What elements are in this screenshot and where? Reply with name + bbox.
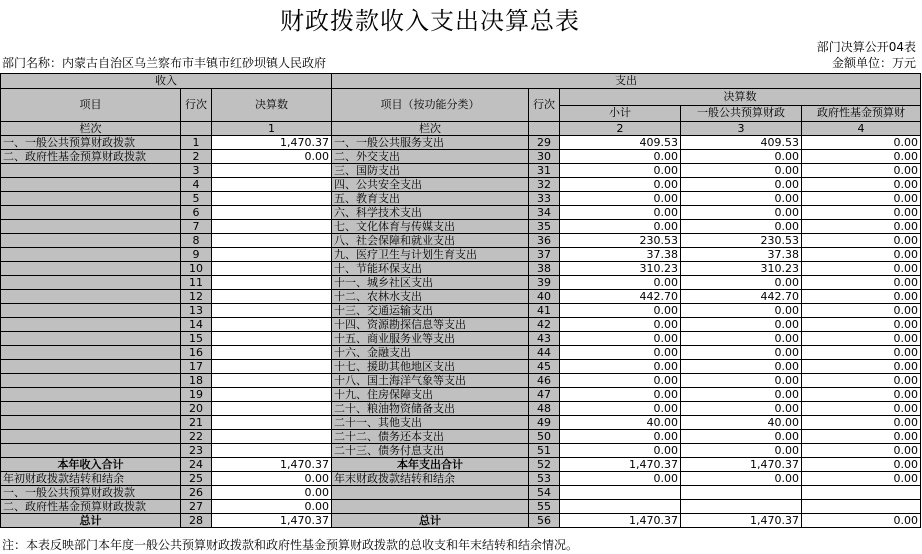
- table-row: [1, 360, 921, 374]
- expense-row-no: 32: [529, 178, 560, 192]
- summary-table: [0, 73, 921, 528]
- table-row: [1, 262, 921, 276]
- expense-gov-fund: 0.00: [802, 318, 921, 332]
- income-amount: [212, 206, 332, 220]
- income-item: [1, 220, 181, 234]
- expense-row-no: 37: [529, 248, 560, 262]
- expense-subtotal: 1,470.37: [560, 458, 681, 472]
- income-amount: [212, 444, 332, 458]
- income-row-no: 25: [181, 472, 212, 486]
- col-number-1: 1: [212, 122, 332, 136]
- col-label-income: 栏次: [1, 122, 181, 136]
- col-label-expense: 栏次: [332, 122, 529, 136]
- expense-general: 37.38: [681, 248, 802, 262]
- expense-general: 0.00: [681, 472, 802, 486]
- table-row: [1, 332, 921, 346]
- expense-subtotal: 0.00: [560, 164, 681, 178]
- expense-general: 0.00: [681, 276, 802, 290]
- table-row: [1, 388, 921, 402]
- income-amount: [212, 290, 332, 304]
- table-row: [1, 402, 921, 416]
- income-item: [1, 304, 181, 318]
- expense-item: 八、社会保障和就业支出: [332, 234, 529, 248]
- income-item: 二、政府性基金预算财政拨款: [1, 500, 181, 514]
- expense-subtotal: 0.00: [560, 220, 681, 234]
- income-item: 年初财政拨款结转和结余: [1, 472, 181, 486]
- expense-gov-fund: 0.00: [802, 276, 921, 290]
- expense-subtotal: 310.23: [560, 262, 681, 276]
- income-amount: [212, 262, 332, 276]
- table-row: [1, 150, 921, 164]
- expense-row-no: 40: [529, 290, 560, 304]
- expense-gov-fund: 0.00: [802, 374, 921, 388]
- expense-gov-fund: 0.00: [802, 234, 921, 248]
- expense-item: 十一、城乡社区支出: [332, 276, 529, 290]
- expense-general: 0.00: [681, 360, 802, 374]
- table-row: [1, 486, 921, 500]
- income-item: [1, 346, 181, 360]
- income-row-no: 9: [181, 248, 212, 262]
- footnote: 注：本表反映部门本年度一般公共预算财政拨款和政府性基金预算财政拨款的总收支和年末结转和结余情况。: [2, 538, 579, 552]
- expense-general: 409.53: [681, 136, 802, 150]
- expense-general: 0.00: [681, 220, 802, 234]
- expense-gov-fund: 0.00: [802, 402, 921, 416]
- expense-gov-fund: 0.00: [802, 206, 921, 220]
- expense-gov-fund: 0.00: [802, 444, 921, 458]
- col-number-2: 2: [560, 122, 681, 136]
- income-amount: 0.00: [212, 472, 332, 486]
- expense-subtotal: 442.70: [560, 290, 681, 304]
- expense-gov-fund: 0.00: [802, 150, 921, 164]
- income-item: [1, 402, 181, 416]
- table-row: [1, 164, 921, 178]
- expense-item: 十五、商业服务业等支出: [332, 332, 529, 346]
- income-item: [1, 374, 181, 388]
- table-row: [1, 206, 921, 220]
- income-amount: [212, 276, 332, 290]
- expense-general: 0.00: [681, 178, 802, 192]
- expense-item: 十九、住房保障支出: [332, 388, 529, 402]
- income-row-no: 6: [181, 206, 212, 220]
- table-row: [1, 248, 921, 262]
- income-row-no: 10: [181, 262, 212, 276]
- table-row: [1, 374, 921, 388]
- expense-general: 0.00: [681, 444, 802, 458]
- income-item: 一、一般公共预算财政拨款: [1, 136, 181, 150]
- table-body: [1, 136, 921, 528]
- expense-row-no: 48: [529, 402, 560, 416]
- expense-header: 支出: [332, 74, 921, 89]
- expense-subtotal: 0.00: [560, 276, 681, 290]
- expense-subtotal: 37.38: [560, 248, 681, 262]
- expense-item: 二十三、债务付息支出: [332, 444, 529, 458]
- income-amount: 0.00: [212, 150, 332, 164]
- expense-gov-fund: 0.00: [802, 332, 921, 346]
- expense-general: 40.00: [681, 416, 802, 430]
- expense-item: 六、科学技术支出: [332, 206, 529, 220]
- table-row: [1, 234, 921, 248]
- income-row-no: 19: [181, 388, 212, 402]
- expense-subtotal: 0.00: [560, 332, 681, 346]
- expense-general: 0.00: [681, 374, 802, 388]
- col-number-3: 3: [681, 122, 802, 136]
- expense-item: 十二、农林水支出: [332, 290, 529, 304]
- income-header: 收入: [1, 74, 332, 89]
- income-row-no: 17: [181, 360, 212, 374]
- expense-gov-fund: 0.00: [802, 220, 921, 234]
- expense-item: 十七、援助其他地区支出: [332, 360, 529, 374]
- expense-general: [681, 500, 802, 514]
- expense-item: 年末财政拨款结转和结余: [332, 472, 529, 486]
- table-code: 部门决算公开04表: [816, 40, 916, 54]
- expense-subtotal: 0.00: [560, 178, 681, 192]
- income-amount: [212, 332, 332, 346]
- income-amount: [212, 416, 332, 430]
- income-amount: [212, 164, 332, 178]
- table-row: [1, 472, 921, 486]
- expense-gov-fund: [802, 500, 921, 514]
- expense-subtotal: 0.00: [560, 206, 681, 220]
- expense-gov-fund: 0.00: [802, 360, 921, 374]
- expense-row-no: 44: [529, 346, 560, 360]
- income-item: [1, 234, 181, 248]
- expense-row-no: 39: [529, 276, 560, 290]
- expense-subtotal: 0.00: [560, 150, 681, 164]
- expense-item: 二十、粮油物资储备支出: [332, 402, 529, 416]
- expense-subtotal: [560, 486, 681, 500]
- expense-subtotal: 0.00: [560, 388, 681, 402]
- expense-row-no: 49: [529, 416, 560, 430]
- expense-item: [332, 500, 529, 514]
- report-title: 财政拨款收入支出决算总表: [280, 7, 580, 35]
- expense-general: 0.00: [681, 206, 802, 220]
- table-row: [1, 444, 921, 458]
- income-amount: [212, 388, 332, 402]
- expense-row-no: 30: [529, 150, 560, 164]
- table-row: [1, 416, 921, 430]
- expense-item: 三、国防支出: [332, 164, 529, 178]
- expense-gov-fund: 0.00: [802, 458, 921, 472]
- expense-general: 0.00: [681, 164, 802, 178]
- income-item: [1, 430, 181, 444]
- expense-item: 本年支出合计: [332, 458, 529, 472]
- income-item: [1, 318, 181, 332]
- income-row-no: 5: [181, 192, 212, 206]
- expense-item: 二十二、债务还本支出: [332, 430, 529, 444]
- table-row: [1, 458, 921, 472]
- income-row-no: 7: [181, 220, 212, 234]
- expense-row-no: 43: [529, 332, 560, 346]
- income-final-header: 决算数: [212, 89, 332, 122]
- expense-subtotal: 409.53: [560, 136, 681, 150]
- expense-item: 四、公共安全支出: [332, 178, 529, 192]
- income-row-no: 28: [181, 514, 212, 528]
- expense-row-no: 42: [529, 318, 560, 332]
- expense-general: 442.70: [681, 290, 802, 304]
- expense-item: 十、节能环保支出: [332, 262, 529, 276]
- expense-item: 总计: [332, 514, 529, 528]
- expense-row-no: 36: [529, 234, 560, 248]
- expense-row-no: 33: [529, 192, 560, 206]
- income-amount: [212, 304, 332, 318]
- income-row-no: 8: [181, 234, 212, 248]
- income-amount: 0.00: [212, 500, 332, 514]
- income-amount: [212, 234, 332, 248]
- expense-general: 0.00: [681, 402, 802, 416]
- expense-row-no: 41: [529, 304, 560, 318]
- expense-general: 310.23: [681, 262, 802, 276]
- expense-subtotal: 0.00: [560, 430, 681, 444]
- expense-row-no: 53: [529, 472, 560, 486]
- income-item: [1, 206, 181, 220]
- expense-general: 0.00: [681, 332, 802, 346]
- expense-general: 0.00: [681, 150, 802, 164]
- expense-row-no: 52: [529, 458, 560, 472]
- gov-fund-header: 政府性基金预算财: [802, 105, 921, 122]
- expense-general: 1,470.37: [681, 458, 802, 472]
- expense-general: 0.00: [681, 318, 802, 332]
- income-amount: [212, 346, 332, 360]
- table-row: [1, 136, 921, 150]
- expense-row-no: 46: [529, 374, 560, 388]
- expense-item: 五、教育支出: [332, 192, 529, 206]
- expense-row-no: 35: [529, 220, 560, 234]
- income-item: 二、政府性基金预算财政拨款: [1, 150, 181, 164]
- table-row: [1, 304, 921, 318]
- income-item: [1, 178, 181, 192]
- income-row-no: 3: [181, 164, 212, 178]
- expense-gov-fund: [802, 486, 921, 500]
- income-amount: [212, 318, 332, 332]
- income-amount: 0.00: [212, 486, 332, 500]
- expense-general: 1,470.37: [681, 514, 802, 528]
- table-row: [1, 276, 921, 290]
- expense-subtotal: 0.00: [560, 472, 681, 486]
- expense-subtotal: 0.00: [560, 360, 681, 374]
- expense-subtotal: 0.00: [560, 192, 681, 206]
- expense-gov-fund: 0.00: [802, 472, 921, 486]
- expense-row-no-header: 行次: [529, 89, 560, 122]
- income-row-no-header: 行次: [181, 89, 212, 122]
- income-item: [1, 388, 181, 402]
- table-row: [1, 178, 921, 192]
- income-amount: [212, 192, 332, 206]
- expense-subtotal: 0.00: [560, 346, 681, 360]
- income-item-header: 项目: [1, 89, 181, 122]
- expense-row-no: 51: [529, 444, 560, 458]
- expense-item-header: 项目（按功能分类）: [332, 89, 529, 122]
- income-row-no: 14: [181, 318, 212, 332]
- table-row: [1, 500, 921, 514]
- expense-item: 七、文化体育与传媒支出: [332, 220, 529, 234]
- expense-item: 九、医疗卫生与计划生育支出: [332, 248, 529, 262]
- expense-subtotal: 1,470.37: [560, 514, 681, 528]
- table-row: [1, 514, 921, 528]
- income-item: [1, 416, 181, 430]
- expense-subtotal: 0.00: [560, 444, 681, 458]
- income-row-no: 11: [181, 276, 212, 290]
- expense-gov-fund: 0.00: [802, 178, 921, 192]
- expense-general: 0.00: [681, 430, 802, 444]
- income-row-no: 23: [181, 444, 212, 458]
- expense-gov-fund: 0.00: [802, 430, 921, 444]
- income-row-no: 12: [181, 290, 212, 304]
- income-row-no: 2: [181, 150, 212, 164]
- income-amount: 1,470.37: [212, 514, 332, 528]
- expense-item: 十四、资源勘探信息等支出: [332, 318, 529, 332]
- final-amount-header: 决算数: [560, 89, 921, 106]
- expense-item: 十六、金融支出: [332, 346, 529, 360]
- expense-row-no: 38: [529, 262, 560, 276]
- expense-subtotal: 0.00: [560, 304, 681, 318]
- department-name: 部门名称：内蒙古自治区乌兰察布市丰镇市红砂坝镇人民政府: [2, 56, 327, 70]
- expense-subtotal: [560, 500, 681, 514]
- expense-general: [681, 486, 802, 500]
- income-item: [1, 332, 181, 346]
- table-row: [1, 318, 921, 332]
- expense-subtotal: 0.00: [560, 402, 681, 416]
- income-item: [1, 248, 181, 262]
- income-amount: 1,470.37: [212, 136, 332, 150]
- income-item: [1, 444, 181, 458]
- expense-row-no: 31: [529, 164, 560, 178]
- expense-gov-fund: 0.00: [802, 304, 921, 318]
- expense-row-no: 55: [529, 500, 560, 514]
- expense-gov-fund: 0.00: [802, 136, 921, 150]
- income-row-no: 26: [181, 486, 212, 500]
- income-row-no: 27: [181, 500, 212, 514]
- expense-row-no: 56: [529, 514, 560, 528]
- income-amount: [212, 248, 332, 262]
- income-row-no: 1: [181, 136, 212, 150]
- col-number-4: 4: [802, 122, 921, 136]
- expense-item: [332, 486, 529, 500]
- expense-subtotal: 40.00: [560, 416, 681, 430]
- income-amount: [212, 402, 332, 416]
- expense-item: 二十一、其他支出: [332, 416, 529, 430]
- expense-row-no: 50: [529, 430, 560, 444]
- income-item: 总计: [1, 514, 181, 528]
- expense-general: 0.00: [681, 192, 802, 206]
- expense-gov-fund: 0.00: [802, 388, 921, 402]
- income-item: [1, 360, 181, 374]
- expense-general: 0.00: [681, 388, 802, 402]
- income-row-no: 20: [181, 402, 212, 416]
- expense-row-no: 29: [529, 136, 560, 150]
- income-amount: [212, 360, 332, 374]
- income-row-no: 15: [181, 332, 212, 346]
- expense-item: 二、外交支出: [332, 150, 529, 164]
- income-row-no: 24: [181, 458, 212, 472]
- expense-row-no: 34: [529, 206, 560, 220]
- income-amount: 1,470.37: [212, 458, 332, 472]
- subtotal-header: 小计: [560, 105, 681, 122]
- expense-gov-fund: 0.00: [802, 262, 921, 276]
- expense-row-no: 54: [529, 486, 560, 500]
- expense-item: 十八、国土海洋气象等支出: [332, 374, 529, 388]
- expense-general: 0.00: [681, 304, 802, 318]
- expense-row-no: 47: [529, 388, 560, 402]
- expense-general: 230.53: [681, 234, 802, 248]
- expense-item: 一、一般公共服务支出: [332, 136, 529, 150]
- income-item: [1, 290, 181, 304]
- income-amount: [212, 220, 332, 234]
- income-row-no: 18: [181, 374, 212, 388]
- expense-gov-fund: 0.00: [802, 290, 921, 304]
- expense-row-no: 45: [529, 360, 560, 374]
- expense-gov-fund: 0.00: [802, 416, 921, 430]
- expense-subtotal: 230.53: [560, 234, 681, 248]
- income-item: [1, 164, 181, 178]
- income-item: [1, 276, 181, 290]
- income-row-no: 22: [181, 430, 212, 444]
- income-amount: [212, 374, 332, 388]
- expense-gov-fund: 0.00: [802, 248, 921, 262]
- expense-gov-fund: 0.00: [802, 514, 921, 528]
- income-amount: [212, 178, 332, 192]
- table-row: [1, 290, 921, 304]
- income-item: 一、一般公共预算财政拨款: [1, 486, 181, 500]
- expense-gov-fund: 0.00: [802, 164, 921, 178]
- amount-unit: 金额单位：万元: [831, 56, 916, 70]
- expense-gov-fund: 0.00: [802, 192, 921, 206]
- expense-gov-fund: 0.00: [802, 346, 921, 360]
- income-row-no: 21: [181, 416, 212, 430]
- table-row: [1, 346, 921, 360]
- income-row-no: 4: [181, 178, 212, 192]
- income-item: [1, 192, 181, 206]
- income-item: [1, 262, 181, 276]
- table-row: [1, 430, 921, 444]
- table-row: [1, 192, 921, 206]
- expense-subtotal: 0.00: [560, 374, 681, 388]
- expense-subtotal: 0.00: [560, 318, 681, 332]
- general-budget-header: 一般公共预算财政: [681, 105, 802, 122]
- income-row-no: 13: [181, 304, 212, 318]
- expense-item: 十三、交通运输支出: [332, 304, 529, 318]
- table-row: [1, 220, 921, 234]
- income-item: 本年收入合计: [1, 458, 181, 472]
- income-row-no: 16: [181, 346, 212, 360]
- income-amount: [212, 430, 332, 444]
- expense-general: 0.00: [681, 346, 802, 360]
